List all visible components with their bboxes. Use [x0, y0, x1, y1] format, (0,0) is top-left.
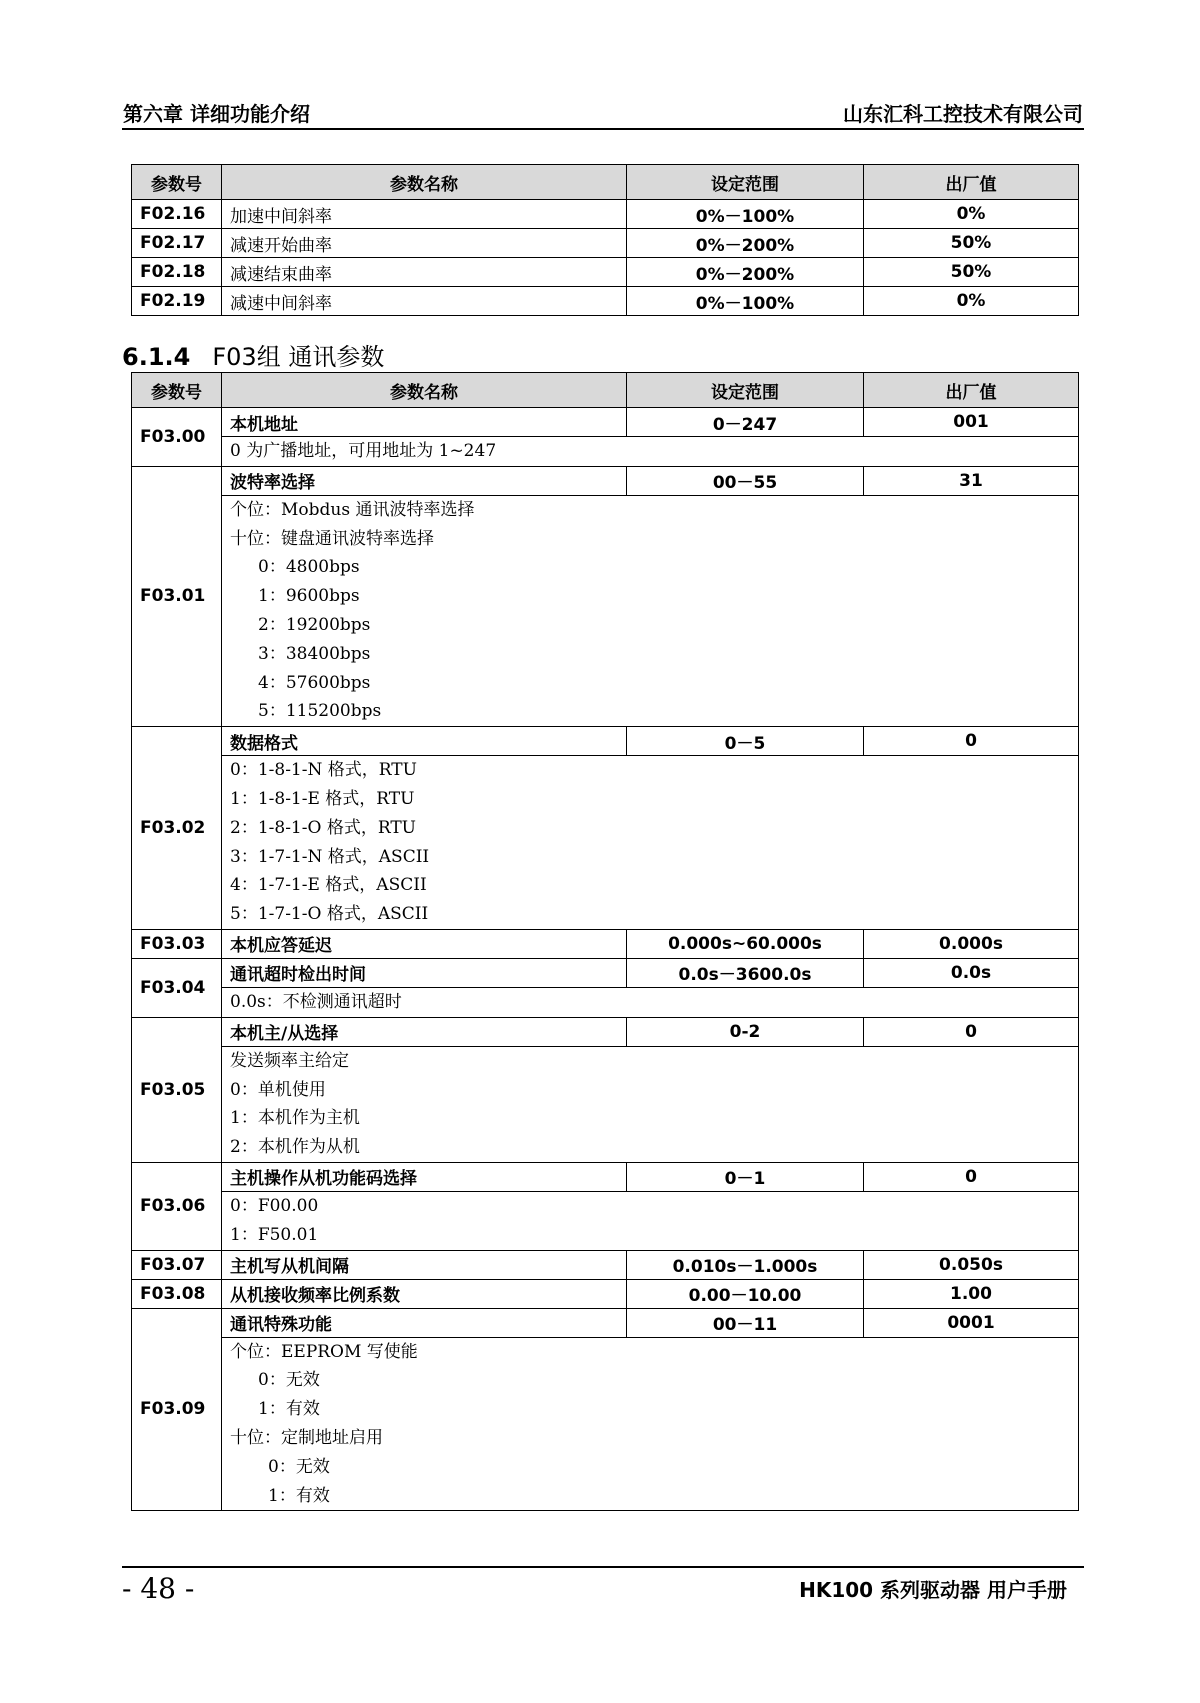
- param-range: 0%－200%: [627, 229, 864, 258]
- param-range: 0.000s~60.000s: [627, 929, 864, 958]
- description-line: 发送频率主给定: [230, 1050, 349, 1071]
- param-range: 0.0s－3600.0s: [627, 958, 864, 987]
- description-line: 十位：定制地址启用: [230, 1427, 383, 1448]
- description-line: 2：19200bps: [258, 614, 371, 635]
- param-description: [222, 756, 1079, 930]
- description-line: 十位：键盘通讯波特率选择: [230, 528, 434, 549]
- param-code: F03.05: [132, 1017, 222, 1162]
- param-description: [222, 495, 1079, 726]
- param-name: 减速中间斜率: [222, 287, 627, 316]
- table-row: [132, 929, 1079, 958]
- table-row: [132, 1308, 1079, 1337]
- param-default: 1.00: [864, 1279, 1079, 1308]
- param-range: 0-2: [627, 1017, 864, 1046]
- section-number: 6.1.4: [122, 343, 191, 371]
- company-name: 山东汇科工控技术有限公司: [843, 102, 1083, 126]
- footer-rule: [122, 1566, 1084, 1568]
- param-name: 减速开始曲率: [222, 229, 627, 258]
- col-header-code: 参数号: [132, 165, 222, 200]
- table-row-description: [132, 1191, 1079, 1250]
- table-header-row: [132, 165, 1079, 200]
- description-line: 1：F50.01: [230, 1224, 319, 1245]
- table-row-description: [132, 987, 1079, 1017]
- param-range: 00－11: [627, 1308, 864, 1337]
- table-row: [132, 727, 1079, 756]
- param-default: 50%: [864, 258, 1079, 287]
- param-default: 50%: [864, 229, 1079, 258]
- description-line: 0：无效: [268, 1456, 330, 1477]
- param-range: 0－1: [627, 1162, 864, 1191]
- param-name: 加速中间斜率: [222, 200, 627, 229]
- description-line: 个位：EEPROM 写使能: [230, 1341, 418, 1362]
- col-header-default: 出厂值: [864, 165, 1079, 200]
- description-line: 0：F00.00: [230, 1195, 319, 1216]
- section-title: F03组 通讯参数: [212, 343, 385, 371]
- table-row: [132, 287, 1079, 316]
- param-default: 0: [864, 727, 1079, 756]
- description-line: 个位：Mobdus 通讯波特率选择: [230, 499, 475, 520]
- table-row: [132, 408, 1079, 437]
- description-line: 4：57600bps: [258, 672, 371, 693]
- description-line: 0：单机使用: [230, 1079, 326, 1100]
- param-default: 001: [864, 408, 1079, 437]
- description-line: 1：有效: [258, 1399, 320, 1420]
- param-code: F03.09: [132, 1308, 222, 1511]
- param-description: [222, 1191, 1079, 1250]
- param-name: 通讯特殊功能: [222, 1308, 627, 1337]
- header-rule: [122, 128, 1084, 130]
- table-header-row: [132, 373, 1079, 408]
- param-default: 0.050s: [864, 1250, 1079, 1279]
- table-row: [132, 958, 1079, 987]
- param-range: 0.010s－1.000s: [627, 1250, 864, 1279]
- col-header-code: 参数号: [132, 373, 222, 408]
- description-line: 0.0s：不检测通讯超时: [230, 991, 402, 1012]
- description-line: 0：无效: [258, 1370, 320, 1391]
- param-description: [222, 1337, 1079, 1511]
- param-code: F02.16: [132, 200, 222, 229]
- param-code: F03.02: [132, 727, 222, 930]
- table-row-description: [132, 756, 1079, 930]
- description-line: 3：1-7-1-N 格式，ASCII: [230, 846, 430, 867]
- param-name: 波特率选择: [222, 466, 627, 495]
- param-default: 0%: [864, 287, 1079, 316]
- table-row: [132, 258, 1079, 287]
- param-description: [222, 987, 1079, 1017]
- param-code: F02.19: [132, 287, 222, 316]
- description-line: 0：1-8-1-N 格式，RTU: [230, 760, 417, 781]
- param-code: F03.06: [132, 1162, 222, 1250]
- table-row: [132, 1017, 1079, 1046]
- param-description: [222, 1046, 1079, 1162]
- table-row: [132, 1250, 1079, 1279]
- param-range: 00－55: [627, 466, 864, 495]
- param-code: F03.03: [132, 929, 222, 958]
- col-header-range: 设定范围: [627, 165, 864, 200]
- description-line: 0：4800bps: [258, 557, 360, 578]
- manual-title: HK100 系列驱动器 用户手册: [799, 1578, 1067, 1602]
- param-name: 从机接收频率比例系数: [222, 1279, 627, 1308]
- col-header-name: 参数名称: [222, 373, 627, 408]
- table-row: [132, 200, 1079, 229]
- param-range: 0－247: [627, 408, 864, 437]
- param-name: 主机写从机间隔: [222, 1250, 627, 1279]
- param-code: F03.08: [132, 1279, 222, 1308]
- param-description: [222, 437, 1079, 467]
- table-row: [132, 1162, 1079, 1191]
- description-line: 5：115200bps: [258, 701, 382, 722]
- param-range: 0%－100%: [627, 200, 864, 229]
- table-f02: [131, 164, 1079, 316]
- param-default: 0%: [864, 200, 1079, 229]
- param-name: 减速结束曲率: [222, 258, 627, 287]
- param-default: 0.0s: [864, 958, 1079, 987]
- description-line: 0 为广播地址，可用地址为 1~247: [230, 441, 497, 461]
- col-header-default: 出厂值: [864, 373, 1079, 408]
- description-line: 3：38400bps: [258, 643, 371, 664]
- table-row-description: [132, 1337, 1079, 1511]
- description-line: 4：1-7-1-E 格式，ASCII: [230, 875, 427, 896]
- description-line: 1：有效: [268, 1485, 330, 1506]
- table-row: [132, 229, 1079, 258]
- param-code: F02.17: [132, 229, 222, 258]
- param-code: F03.00: [132, 408, 222, 467]
- section-heading: [122, 337, 384, 372]
- param-name: 通讯超时检出时间: [222, 958, 627, 987]
- param-default: 0: [864, 1017, 1079, 1046]
- param-default: 0.000s: [864, 929, 1079, 958]
- description-line: 2：1-8-1-O 格式，RTU: [230, 817, 417, 838]
- param-name: 本机应答延迟: [222, 929, 627, 958]
- col-header-name: 参数名称: [222, 165, 627, 200]
- table-row-description: [132, 495, 1079, 726]
- param-default: 0001: [864, 1308, 1079, 1337]
- param-range: 0－5: [627, 727, 864, 756]
- param-default: 0: [864, 1162, 1079, 1191]
- param-range: 0%－100%: [627, 287, 864, 316]
- param-name: 数据格式: [222, 727, 627, 756]
- col-header-range: 设定范围: [627, 373, 864, 408]
- page-number: - 48 -: [122, 1572, 195, 1605]
- description-line: 5：1-7-1-O 格式，ASCII: [230, 904, 429, 925]
- param-range: 0%－200%: [627, 258, 864, 287]
- param-name: 主机操作从机功能码选择: [222, 1162, 627, 1191]
- param-code: F03.04: [132, 958, 222, 1017]
- table-row-description: [132, 437, 1079, 467]
- description-line: 2：本机作为从机: [230, 1137, 360, 1158]
- param-code: F03.01: [132, 466, 222, 726]
- table-row: [132, 466, 1079, 495]
- table-f03: [131, 372, 1079, 1511]
- param-name: 本机地址: [222, 408, 627, 437]
- param-code: F02.18: [132, 258, 222, 287]
- chapter-title: 第六章 详细功能介绍: [123, 102, 310, 126]
- description-line: 1：本机作为主机: [230, 1108, 360, 1129]
- param-code: F03.07: [132, 1250, 222, 1279]
- description-line: 1：1-8-1-E 格式，RTU: [230, 788, 415, 809]
- param-default: 31: [864, 466, 1079, 495]
- table-row-description: [132, 1046, 1079, 1162]
- param-range: 0.00－10.00: [627, 1279, 864, 1308]
- description-line: 1：9600bps: [258, 586, 360, 607]
- table-row: [132, 1279, 1079, 1308]
- param-name: 本机主/从选择: [222, 1017, 627, 1046]
